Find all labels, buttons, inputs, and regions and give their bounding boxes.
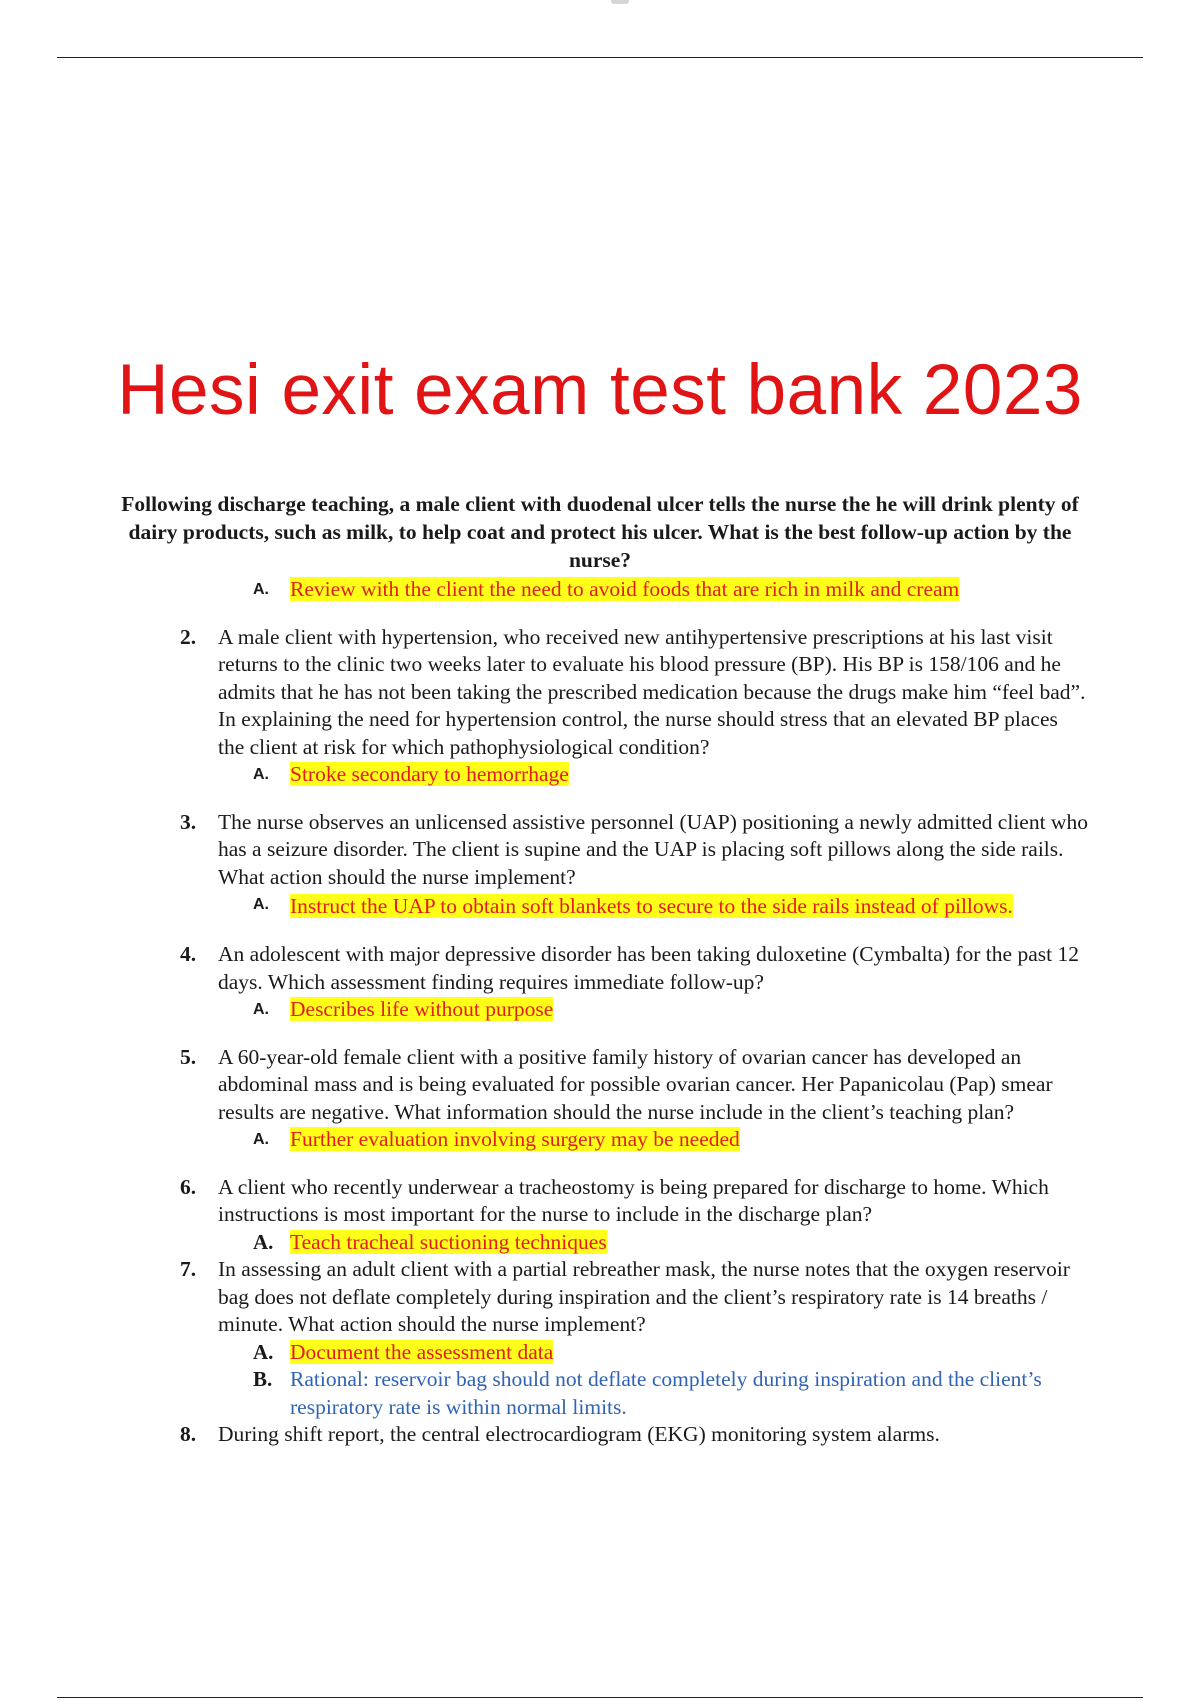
highlighted-answer: Stroke secondary to hemorrhage — [290, 762, 569, 786]
answer-row — [0, 996, 1200, 1024]
question-stem: In assessing an adult client with a partial rebreather mask, the nurse notes that the oxygen reservoir bag does not deflate completely during inspiration and the client’s respiratory rate is 14 breaths / minute. What action should the nurse implement? — [218, 1257, 1070, 1336]
question-list — [0, 490, 1200, 1449]
rationale-letter: B. — [253, 1367, 273, 1391]
question-stem: The nurse observes an unlicensed assistive personnel (UAP) positioning a newly admitted client who has a seizure disorder. The client is supine and the UAP is placing soft pillows along the side rails. What action should the nurse implement? — [218, 809, 1088, 889]
highlighted-answer: Instruct the UAP to obtain soft blankets to secure to the side rails instead of pillows. — [290, 894, 1013, 918]
question-stem: A male client with hypertension, who received new antihypertensive prescriptions at his last visit returns to the clinic two weeks later to evaluate his blood pressure (BP). His BP is 158/106 and he admits that he has not been taking the prescribed medication because the drugs make him “feel bad”. In explaining the need for hypertension control, the nurse should stress that an elevated BP places the client at risk for which pathophysiological condition? — [218, 624, 1086, 759]
question-stem: During shift report, the central electrocardiogram (EKG) monitoring system alarms. — [218, 1422, 940, 1446]
question-number: 6. — [180, 1174, 197, 1199]
question-item — [0, 624, 1200, 762]
question-item — [0, 1256, 1200, 1339]
question-number: 3. — [180, 809, 197, 834]
answer-letter: A. — [253, 581, 269, 598]
question-item — [0, 809, 1200, 892]
highlighted-answer: Document the assessment data — [290, 1339, 554, 1364]
answer-row — [0, 891, 1200, 921]
question-number: 5. — [180, 1044, 197, 1069]
question-item — [0, 1174, 1200, 1229]
page-scroll-marker — [611, 0, 629, 4]
rationale-row — [0, 1366, 1200, 1421]
intro-question-stem: Following discharge teaching, a male client with duodenal ulcer tells the nurse the he will drink plenty of dairy products, such as milk, to help coat and protect his ulcer. What is the best follow-up action by the nurse? — [121, 492, 1079, 572]
answer-letter: A. — [253, 1131, 269, 1148]
answer-letter: A. — [253, 766, 269, 783]
question-item — [0, 941, 1200, 996]
answer-row — [0, 1229, 1200, 1257]
question-stem: A 60-year-old female client with a positive family history of ovarian cancer has developed an abdominal mass and is being evaluated for possible ovarian cancer. Her Papanicolau (Pap) smear results are negative. What information should the nurse include in the client’s teaching plan? — [218, 1044, 1053, 1124]
answer-row — [0, 1126, 1200, 1154]
answer-row — [0, 1339, 1200, 1367]
intro-answer — [0, 576, 1200, 604]
header-rule — [57, 57, 1143, 58]
footer-rule — [57, 1697, 1143, 1698]
highlighted-answer: Teach tracheal suctioning techniques — [290, 1229, 607, 1254]
answer-letter: A. — [253, 1001, 269, 1018]
question-number: 2. — [180, 624, 197, 649]
answer-letter: A. — [253, 1339, 274, 1364]
question-number: 4. — [180, 942, 197, 966]
question-item — [0, 1044, 1200, 1127]
question-number: 8. — [180, 1422, 197, 1446]
question-stem: A client who recently underwear a tracheostomy is being prepared for discharge to home. Which instructions is most important for the nurse to include in the discharge plan? — [218, 1174, 1049, 1226]
highlighted-answer: Describes life without purpose — [290, 997, 554, 1021]
question-item — [0, 1421, 1200, 1449]
highlighted-answer: Review with the client the need to avoid foods that are rich in milk and cream — [290, 577, 960, 601]
rationale-text: Rational: reservoir bag should not deflate completely during inspiration and the client’s respiratory rate is within normal limits. — [290, 1367, 1042, 1419]
question-stem: An adolescent with major depressive disorder has been taking duloxetine (Cymbalta) for the past 12 days. Which assessment finding requires immediate follow-up? — [218, 942, 1079, 994]
answer-letter: A. — [253, 896, 269, 913]
document-title: Hesi exit exam test bank 2023 — [117, 351, 1083, 430]
answer-letter: A. — [253, 1229, 274, 1254]
question-number: 7. — [180, 1257, 197, 1281]
highlighted-answer: Further evaluation involving surgery may be needed — [290, 1127, 740, 1151]
answer-row — [0, 761, 1200, 789]
